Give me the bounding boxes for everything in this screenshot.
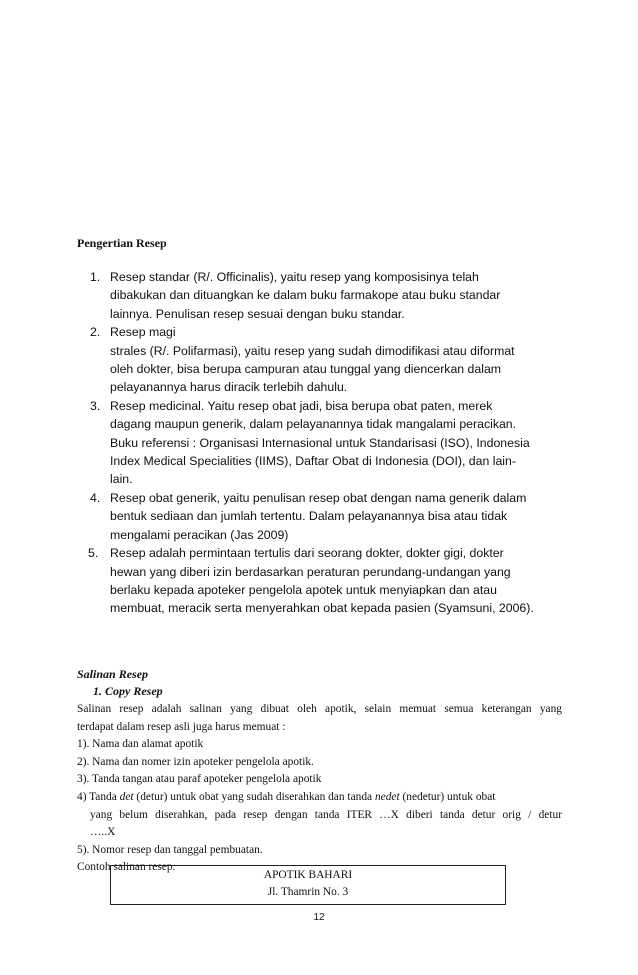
item4-text-b: (detur) untuk obat yang sudah diserahkan dan tanda xyxy=(133,790,375,803)
list-item-line: Resep magi xyxy=(110,325,176,340)
item4-text-a: 4) Tanda xyxy=(77,790,120,803)
subsection-title-copy-resep: 1. Copy Resep xyxy=(93,684,163,698)
list-item xyxy=(90,268,570,323)
list-item-line: Resep adalah permintaan tertulis dari seorang dokter, dokter gigi, dokter xyxy=(110,546,504,561)
requirement-item: 2). Nama dan nomer izin apoteker pengelola apotik. xyxy=(77,755,314,768)
list-item-line: lain. xyxy=(110,472,133,487)
section-title-pengertian-resep: Pengertian Resep xyxy=(77,236,167,250)
requirement-item: 1). Nama dan alamat apotik xyxy=(77,738,204,751)
list-item-line: membuat, meracik serta menyerahkan obat kepada pasien (Syamsuni, 2006). xyxy=(110,601,534,616)
list-item-line: Index Medical Specialities (IIMS), Daftar Obat di Indonesia (DOI), dan lain- xyxy=(110,454,516,469)
list-item xyxy=(88,544,570,618)
example-label: Contoh salinan resep. xyxy=(77,861,176,874)
salinan-resep-body xyxy=(77,701,562,877)
list-item-line: lainnya. Penulisan resep sesuai dengan buku standar. xyxy=(110,306,405,321)
requirement-item-continuation: …..X xyxy=(90,826,116,839)
list-item-line: Buku referensi : Organisasi Internasional untuk Standarisasi (ISO), Indonesia xyxy=(110,435,530,450)
nedet-term: nedet xyxy=(374,790,400,803)
list-item xyxy=(90,489,570,544)
apotik-address: Jl. Thamrin No. 3 xyxy=(267,886,349,898)
list-item-line: oleh dokter, bisa berupa campuran atau tunggal yang diencerkan dalam xyxy=(110,362,502,377)
page-number: 12 xyxy=(313,912,325,923)
list-item-line: pelayanannya harus diracik terlebih dahulu. xyxy=(110,380,348,395)
intro-line: Salinan resep adalah salinan yang dibuat oleh apotik, selain memuat semua keterangan yang xyxy=(77,703,562,715)
list-item-line: dibakukan dan dituangkan ke dalam buku farmakope atau buku standar xyxy=(110,288,501,303)
list-item-number: 2. xyxy=(90,325,101,340)
section-title-salinan-resep: Salinan Resep xyxy=(77,667,149,681)
det-term: det xyxy=(119,790,134,803)
apotik-header-box xyxy=(110,865,506,905)
list-item-line: hewan yang diberi izin berdasarkan peraturan perundang-undangan yang xyxy=(110,564,511,579)
list-item-line: Resep obat generik, yaitu penulisan resep obat dengan nama generik dalam xyxy=(110,490,527,505)
requirement-item: 5). Nomor resep dan tanggal pembuatan. xyxy=(77,843,263,856)
list-item-number: 4. xyxy=(90,490,101,505)
list-item-line: Resep standar (R/. Officinalis), yaitu resep yang komposisinya telah xyxy=(110,270,479,284)
list-item-line: strales (R/. Polifarmasi), yaitu resep yang sudah dimodifikasi atau diformat xyxy=(110,343,515,358)
list-item xyxy=(90,323,570,397)
resep-definition-list xyxy=(88,268,570,618)
list-item-number: 5. xyxy=(88,546,99,561)
list-item-line: mengalami peracikan (Jas 2009) xyxy=(110,527,289,542)
apotik-name: APOTIK BAHARI xyxy=(263,869,353,881)
requirement-item xyxy=(77,789,562,807)
list-item xyxy=(90,397,570,489)
item4-text-c: (nedetur) untuk obat xyxy=(399,790,496,803)
list-item-line: dagang maupun generik, dalam pelayanannya tidak mangalami peracikan. xyxy=(110,417,517,432)
list-item-line: berlaku kepada apoteker pengelola apotek untuk menyiapkan dan atau xyxy=(110,582,497,597)
requirement-item: 3). Tanda tangan atau paraf apoteker pengelola apotik xyxy=(77,773,322,786)
requirement-item-continuation: yang belum diserahkan, pada resep dengan tanda ITER …X diberi tanda detur orig / detur xyxy=(90,808,562,821)
intro-line: terdapat dalam resep asli juga harus memuat : xyxy=(77,720,286,733)
list-item-line: bentuk sediaan dan jumlah tertentu. Dalam pelayanannya bisa atau tidak xyxy=(110,509,508,524)
list-item-line: Resep medicinal. Yaitu resep obat jadi, bisa berupa obat paten, merek xyxy=(110,398,493,413)
list-item-number: 3. xyxy=(90,398,101,413)
list-item-number: 1. xyxy=(90,270,101,284)
